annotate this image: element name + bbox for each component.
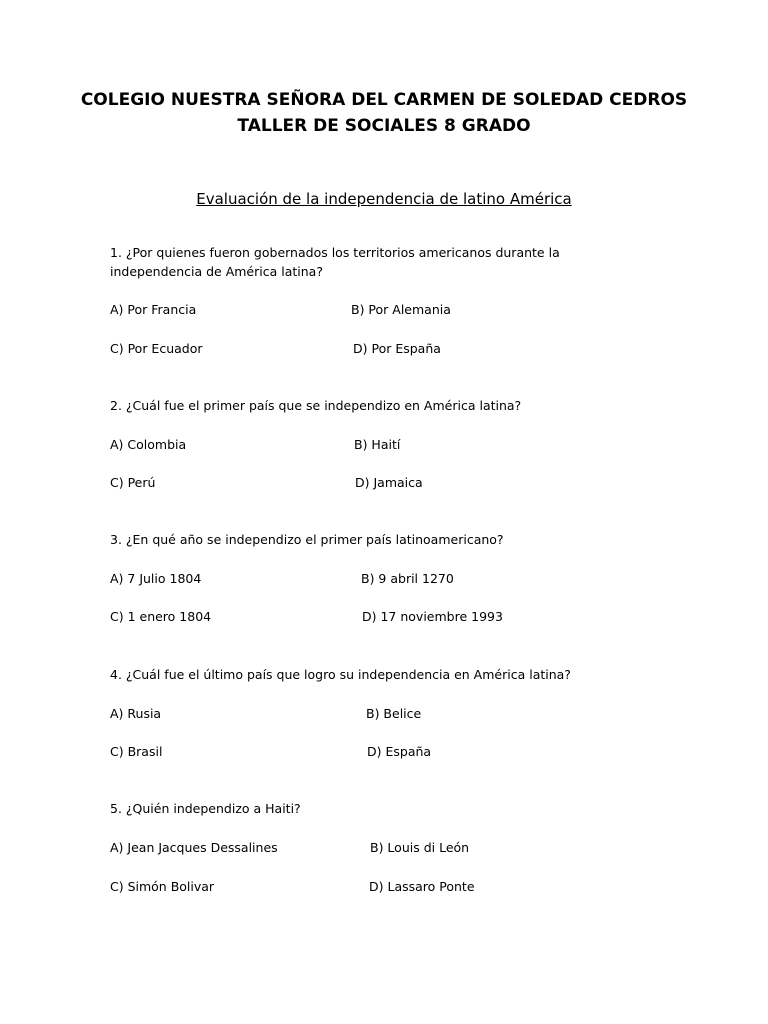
question-4-option-d: D) España	[367, 744, 432, 759]
question-2-option-b: B) Haití	[354, 437, 401, 452]
question-4-option-a: A) Rusia	[110, 706, 162, 721]
question-5-option-c: C) Simón Bolivar	[110, 879, 215, 894]
question-3-option-b: B) 9 abril 1270	[361, 571, 454, 586]
question-1-option-a: A) Por Francia	[110, 302, 197, 317]
question-5-text: 5. ¿Quién independizo a Haiti?	[110, 801, 301, 816]
question-1-text: 1. ¿Por quienes fueron gobernados los territorios americanos durante la	[110, 245, 560, 260]
question-4-option-b: B) Belice	[366, 706, 422, 721]
question-3-option-c: C) 1 enero 1804	[110, 609, 212, 624]
question-3-option-a: A) 7 Julio 1804	[110, 571, 202, 586]
question-5-option-d: D) Lassaro Ponte	[369, 879, 475, 894]
question-3-option-d: D) 17 noviembre 1993	[362, 609, 503, 624]
question-1-option-d: D) Por España	[353, 341, 441, 356]
question-3-text: 3. ¿En qué año se independizo el primer país latinoamericano?	[110, 532, 504, 547]
course-title: TALLER DE SOCIALES 8 GRADO	[237, 116, 531, 136]
question-2-option-d: D) Jamaica	[355, 475, 423, 490]
question-2-text: 2. ¿Cuál fue el primer país que se independizo en América latina?	[110, 398, 522, 413]
school-name: COLEGIO NUESTRA SEÑORA DEL CARMEN DE SOLEDAD CEDROS	[80, 90, 688, 110]
question-5-option-b: B) Louis di León	[370, 840, 470, 855]
question-5-option-a: A) Jean Jacques Dessalines	[110, 840, 278, 855]
evaluation-title: Evaluación de la independencia de latino América	[196, 190, 572, 208]
question-1-option-c: C) Por Ecuador	[110, 341, 203, 356]
question-1-text-continued: independencia de América latina?	[110, 264, 323, 279]
question-4-option-c: C) Brasil	[110, 744, 163, 759]
question-4-text: 4. ¿Cuál fue el último país que logro su independencia en América latina?	[110, 667, 571, 682]
question-1-option-b: B) Por Alemania	[351, 302, 451, 317]
question-2-option-a: A) Colombia	[110, 437, 187, 452]
question-2-option-c: C) Perú	[110, 475, 156, 490]
